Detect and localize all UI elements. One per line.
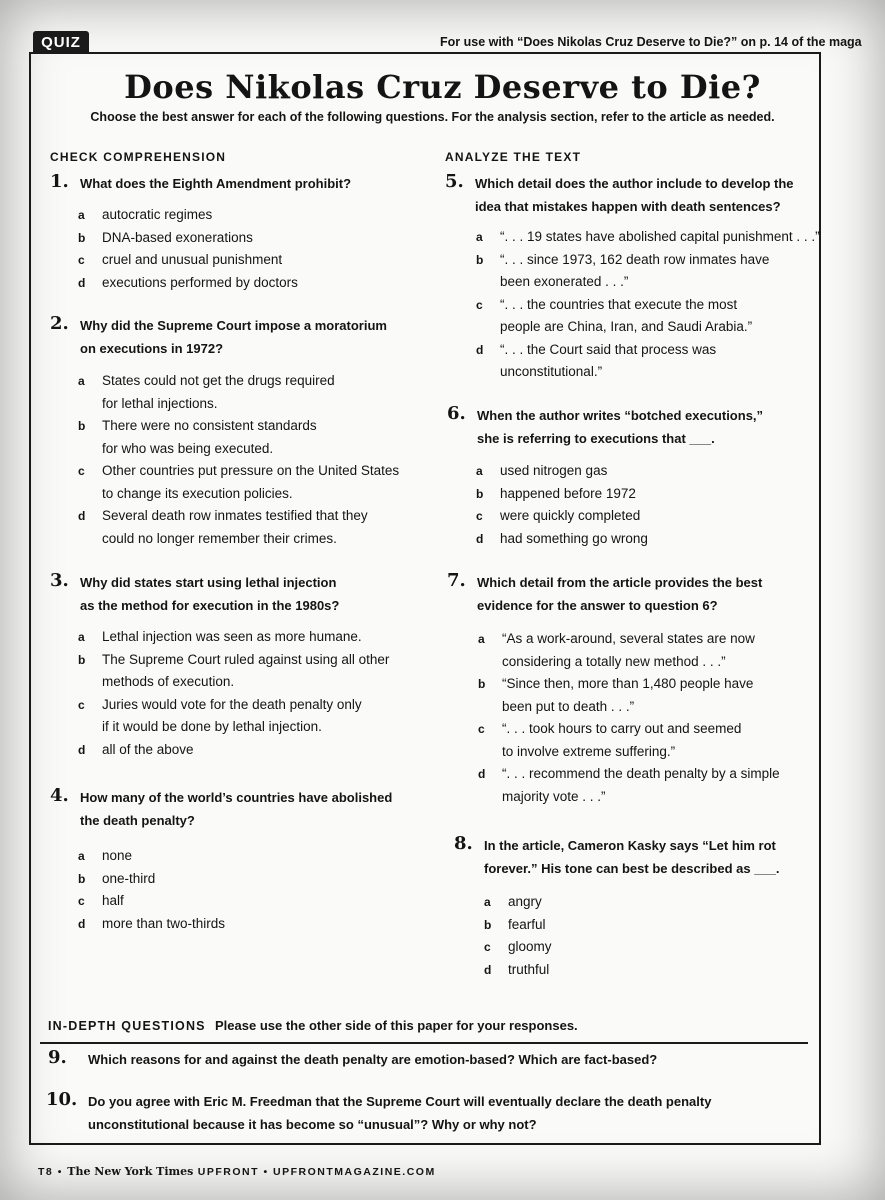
option-letter: a	[478, 632, 485, 646]
option-text-line: truthful	[508, 961, 550, 977]
option-text-line: to change its execution policies.	[102, 485, 293, 501]
answer-option-d	[478, 763, 780, 808]
question-6	[447, 403, 764, 450]
option-letter: b	[478, 677, 486, 691]
question-7	[447, 570, 763, 617]
nyt-logo: The New York Times	[67, 1165, 194, 1178]
question-3	[50, 570, 340, 617]
question-text-line: Do you agree with Eric M. Freedman that the Supreme Court will eventually declare the death penalty	[88, 1094, 712, 1109]
answer-option-a	[478, 628, 780, 673]
question-number: 6.	[447, 403, 466, 424]
answer-option-b	[476, 483, 648, 506]
option-letter: d	[476, 342, 484, 357]
question-number: 2.	[50, 313, 69, 334]
question-text-line: as the method for execution in the 1980s?	[80, 598, 340, 613]
option-text-line: all of the above	[102, 741, 194, 757]
option-letter: a	[476, 230, 483, 244]
question-2	[50, 313, 387, 360]
instructions: Choose the best answer for each of the following questions. For the analysis section, refer to the article as needed.	[90, 110, 775, 124]
option-letter: b	[78, 652, 86, 667]
question-text-line: evidence for the answer to question 6?	[477, 598, 718, 613]
option-text-line: angry	[508, 894, 542, 909]
in-depth-instructions: Please use the other side of this paper for your responses.	[215, 1018, 578, 1033]
answer-option-a	[476, 226, 820, 249]
options-5	[476, 226, 820, 384]
website: UPFRONTMAGAZINE.COM	[273, 1166, 436, 1178]
option-text-line: majority vote . . .”	[502, 788, 606, 804]
answer-option-b	[478, 673, 780, 718]
options-6	[476, 460, 648, 550]
option-text-line: one-third	[102, 870, 156, 886]
answer-option-a	[78, 845, 225, 868]
option-letter: d	[478, 767, 486, 781]
answer-option-c	[484, 936, 552, 959]
option-text-line: could no longer remember their crimes.	[102, 530, 337, 546]
answer-option-c	[78, 460, 399, 505]
question-text-line: In the article, Cameron Kasky says “Let him rot	[484, 838, 776, 853]
option-letter: a	[476, 464, 483, 478]
option-text-line: autocratic regimes	[102, 207, 213, 222]
option-text-line: used nitrogen gas	[500, 463, 608, 478]
question-number: 7.	[447, 570, 466, 591]
options-1	[78, 204, 298, 294]
answer-option-a	[78, 370, 399, 415]
question-text-line: forever.” His tone can best be described as ___.	[484, 861, 780, 876]
answer-option-b	[78, 227, 298, 250]
question-9	[48, 1047, 658, 1071]
answer-option-d	[78, 739, 389, 762]
question-text-line: Which reasons for and against the death penalty are emotion-based? Which are fact-based?	[88, 1052, 658, 1067]
option-letter: b	[476, 486, 484, 501]
question-text-line: When the author writes “botched executions,”	[477, 408, 764, 423]
divider	[40, 1042, 808, 1044]
option-text-line: none	[102, 848, 133, 863]
option-letter: b	[78, 230, 86, 245]
option-letter: d	[78, 275, 86, 290]
option-letter: b	[476, 252, 484, 267]
question-text-line: on executions in 1972?	[80, 341, 224, 356]
question-text-line: How many of the world’s countries have abolished	[80, 790, 393, 805]
question-number: 5.	[445, 171, 464, 192]
option-text-line: “As a work-around, several states are now	[502, 631, 755, 646]
answer-option-a	[484, 891, 552, 914]
option-text-line: half	[102, 893, 124, 908]
question-number: 4.	[50, 785, 69, 806]
question-text-line: unconstitutional because it has become so “unusual”? Why or why not?	[88, 1117, 537, 1132]
option-letter: a	[78, 208, 85, 222]
option-letter: a	[78, 374, 85, 388]
answer-option-b	[78, 415, 399, 460]
option-text-line: fearful	[508, 916, 546, 932]
option-letter: b	[78, 419, 86, 433]
option-text-line: Juries would vote for the death penalty only	[102, 696, 362, 712]
question-number: 3.	[50, 570, 69, 591]
page-footer	[38, 1165, 436, 1178]
answer-option-c	[478, 718, 780, 763]
option-letter: d	[78, 916, 86, 931]
option-text-line: “. . . the countries that execute the most	[500, 296, 738, 312]
answer-option-d	[484, 959, 552, 982]
option-text-line: been put to death . . .”	[502, 698, 635, 714]
option-text-line: to involve extreme suffering.”	[502, 743, 676, 759]
answer-option-b	[476, 249, 820, 294]
section-analyze-text: ANALYZE THE TEXT	[445, 150, 582, 164]
answer-option-d	[78, 272, 298, 295]
option-text-line: “. . . recommend the death penalty by a simple	[502, 766, 780, 781]
options-2	[78, 370, 399, 550]
question-10	[46, 1089, 712, 1136]
footer-separator: •	[57, 1166, 63, 1178]
option-text-line: cruel and unusual punishment	[102, 252, 283, 267]
question-text-line: Which detail from the article provides the best	[477, 575, 763, 590]
answer-option-b	[78, 868, 225, 891]
option-text-line: for lethal injections.	[102, 395, 218, 411]
option-text-line: States could not get the drugs required	[102, 373, 335, 388]
answer-option-a	[476, 460, 648, 483]
option-letter: a	[78, 630, 85, 644]
option-text-line: if it would be done by lethal injection.	[102, 719, 322, 734]
question-4	[50, 785, 393, 832]
option-letter: b	[78, 871, 86, 886]
options-7	[478, 628, 780, 808]
question-1	[50, 171, 352, 195]
option-text-line: Other countries put pressure on the United States	[102, 463, 400, 478]
options-8	[484, 891, 552, 981]
option-text-line: Several death row inmates testified that they	[102, 508, 368, 523]
option-letter: a	[78, 849, 85, 863]
question-text-line: idea that mistakes happen with death sentences?	[475, 199, 781, 214]
option-text-line: considering a totally new method . . .”	[502, 653, 726, 669]
option-letter: d	[78, 742, 86, 757]
answer-option-c	[476, 294, 820, 339]
question-text-line: Which detail does the author include to develop the	[475, 176, 794, 191]
option-letter: b	[484, 917, 492, 932]
question-number: 8.	[454, 833, 473, 854]
option-text-line: “. . . took hours to carry out and seemed	[502, 721, 742, 736]
option-text-line: had something go wrong	[500, 530, 648, 546]
option-letter: c	[78, 894, 85, 908]
option-text-line: happened before 1972	[500, 485, 636, 501]
option-text-line: “. . . 19 states have abolished capital punishment . . .”	[500, 229, 820, 244]
answer-option-d	[78, 913, 225, 936]
options-3	[78, 626, 389, 761]
answer-option-d	[476, 528, 648, 551]
answer-option-d	[476, 339, 820, 384]
answer-option-a	[78, 204, 298, 227]
question-text-line: the death penalty?	[80, 813, 195, 828]
question-8	[454, 833, 780, 880]
option-text-line: were quickly completed	[500, 508, 641, 523]
question-text-line: Why did the Supreme Court impose a moratorium	[80, 318, 387, 333]
option-letter: d	[476, 531, 484, 546]
option-text-line: been exonerated . . .”	[500, 274, 629, 289]
answer-option-c	[78, 249, 298, 272]
usage-note: For use with “Does Nikolas Cruz Deserve to Die?” on p. 14 of the maga	[440, 35, 862, 49]
quiz-tab: QUIZ	[33, 31, 89, 53]
option-text-line: Lethal injection was seen as more humane.	[102, 629, 362, 644]
question-text-line: she is referring to executions that ___.	[477, 431, 715, 446]
question-number: 9.	[48, 1047, 67, 1068]
option-letter: d	[484, 962, 492, 977]
section-check-comprehension: CHECK COMPREHENSION	[50, 150, 227, 164]
option-text-line: The Supreme Court ruled against using all other	[102, 651, 390, 667]
answer-option-c	[476, 505, 648, 528]
option-text-line: methods of execution.	[102, 674, 235, 689]
answer-option-a	[78, 626, 389, 649]
option-text-line: DNA-based exonerations	[102, 229, 253, 245]
option-letter: d	[78, 509, 86, 523]
option-text-line: for who was being executed.	[102, 440, 274, 456]
option-letter: c	[484, 940, 491, 954]
page-title: Does Nikolas Cruz Deserve to Die?	[124, 68, 761, 106]
option-text-line: “. . . the Court said that process was	[500, 341, 717, 357]
options-4	[78, 845, 225, 935]
answer-option-c	[78, 694, 389, 739]
option-text-line: more than two-thirds	[102, 915, 226, 931]
option-text-line: “Since then, more than 1,480 people have	[502, 676, 754, 691]
question-number: 1.	[50, 171, 69, 192]
answer-option-d	[78, 505, 399, 550]
option-letter: c	[478, 722, 485, 736]
option-letter: c	[476, 509, 483, 523]
option-letter: c	[78, 697, 85, 712]
section-in-depth: IN-DEPTH QUESTIONS	[48, 1019, 206, 1033]
option-letter: a	[484, 895, 491, 909]
page-number: T8	[38, 1166, 54, 1178]
answer-option-b	[484, 914, 552, 937]
magazine-name: UPFRONT	[197, 1166, 260, 1178]
question-5	[445, 171, 794, 218]
answer-option-b	[78, 649, 389, 694]
question-number: 10.	[46, 1089, 78, 1110]
option-text-line: “. . . since 1973, 162 death row inmates have	[500, 251, 770, 267]
footer-separator: •	[263, 1166, 269, 1178]
option-letter: c	[78, 253, 85, 267]
answer-option-c	[78, 890, 225, 913]
option-letter: c	[78, 464, 85, 478]
option-text-line: people are China, Iran, and Saudi Arabia.”	[500, 319, 753, 334]
option-text-line: unconstitutional.”	[500, 364, 603, 379]
question-text-line: Why did states start using lethal injection	[80, 575, 337, 590]
option-text-line: gloomy	[508, 939, 552, 954]
question-text-line: What does the Eighth Amendment prohibit?	[80, 176, 352, 191]
option-text-line: executions performed by doctors	[102, 274, 298, 290]
option-text-line: There were no consistent standards	[102, 418, 317, 433]
option-letter: c	[476, 297, 483, 312]
